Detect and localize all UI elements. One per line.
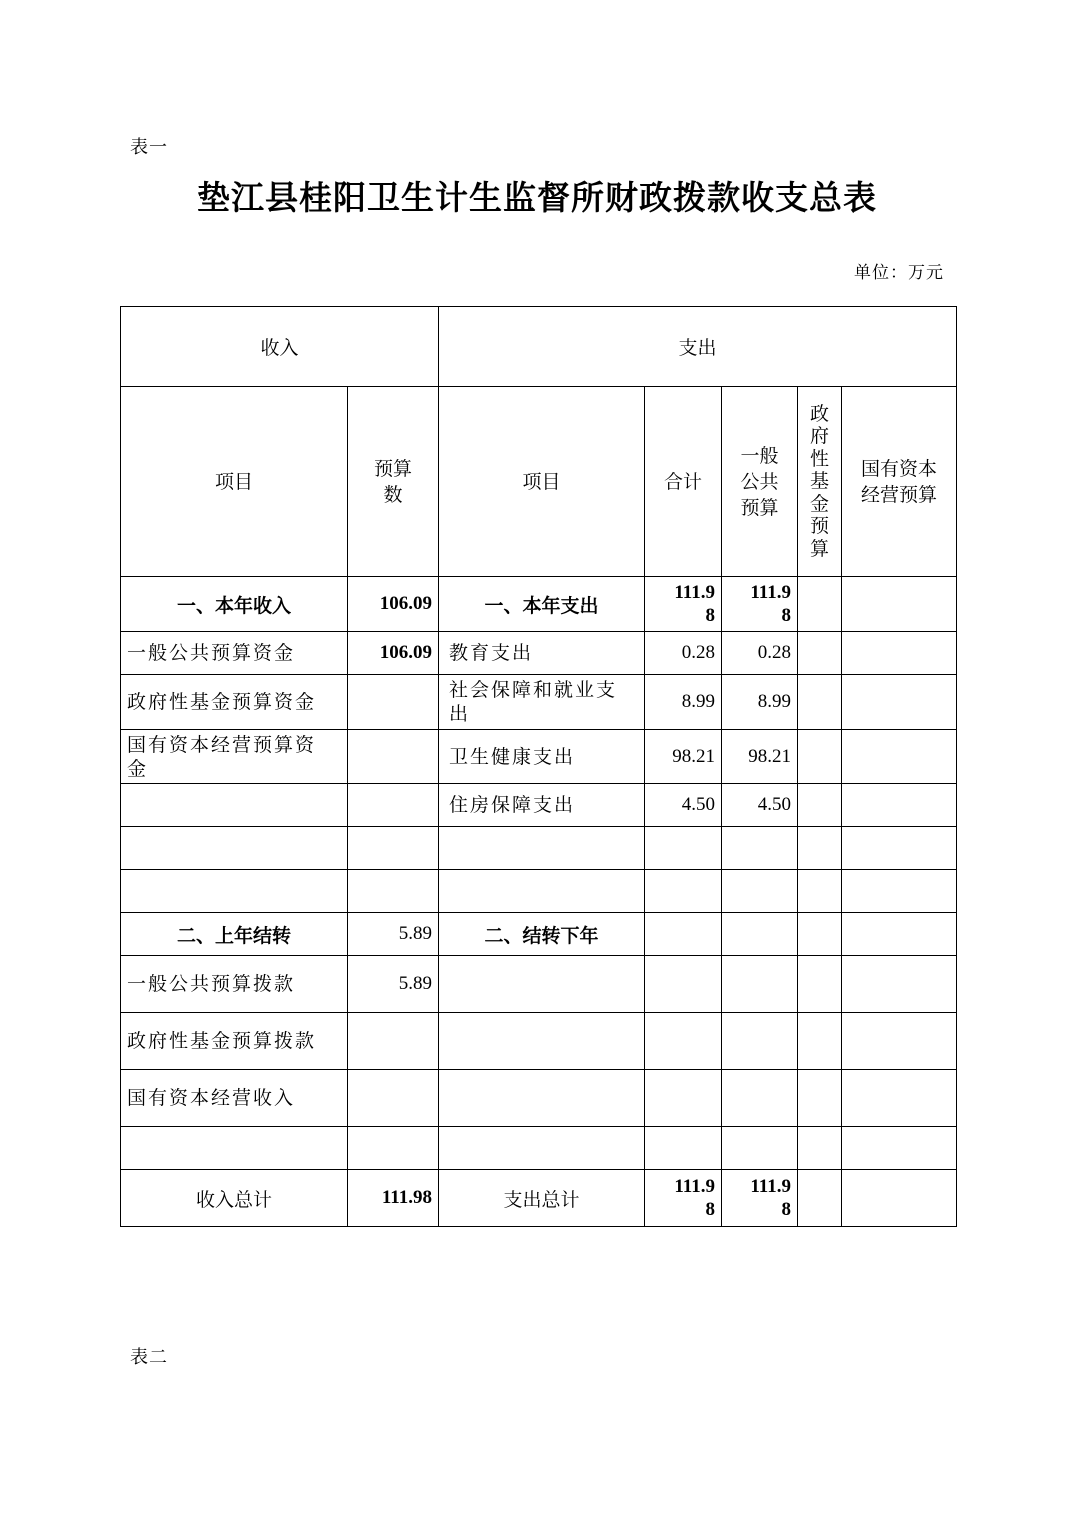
table-row: 住房保障支出 4.50 4.50 <box>121 784 957 827</box>
header-gov-fund: 政府性基金预算 <box>798 387 842 577</box>
header-general: 一般公共预算 <box>722 387 798 577</box>
fiscal-summary-table <box>120 306 957 1227</box>
table-row: 二、上年结转 5.89 二、结转下年 <box>121 913 957 956</box>
header-expense-item: 项目 <box>439 387 645 577</box>
table-label-one: 表一 <box>130 137 168 158</box>
table-row: 政府性基金预算资金 社会保障和就业支出 8.99 8.99 <box>121 675 957 730</box>
table-row: 一、本年收入 106.09 一、本年支出 111.98 111.98 <box>121 577 957 632</box>
header-row-sub <box>121 387 957 577</box>
header-budget: 预算数 <box>348 387 439 577</box>
table-row: 政府性基金预算拨款 <box>121 1013 957 1070</box>
header-row-top <box>121 307 957 387</box>
table-row: 国有资本经营收入 <box>121 1070 957 1127</box>
table-row <box>121 870 957 913</box>
header-income-item: 项目 <box>121 387 348 577</box>
header-expense: 支出 <box>439 307 957 387</box>
header-state-capital: 国有资本经营预算 <box>842 387 957 577</box>
header-total: 合计 <box>645 387 722 577</box>
table-label-two: 表二 <box>130 1347 168 1368</box>
page-title: 垫江县桂阳卫生计生监督所财政拨款收支总表 <box>197 178 877 217</box>
table-row <box>121 1127 957 1170</box>
unit-label: 单位：万元 <box>854 263 944 283</box>
table-row-total: 收入总计 111.98 支出总计 111.98 111.98 <box>121 1170 957 1227</box>
table-row: 国有资本经营预算资金 卫生健康支出 98.21 98.21 <box>121 730 957 784</box>
table-row: 一般公共预算资金 106.09 教育支出 0.28 0.28 <box>121 632 957 675</box>
table-row <box>121 827 957 870</box>
header-income: 收入 <box>121 307 439 387</box>
table-row: 一般公共预算拨款 5.89 <box>121 956 957 1013</box>
